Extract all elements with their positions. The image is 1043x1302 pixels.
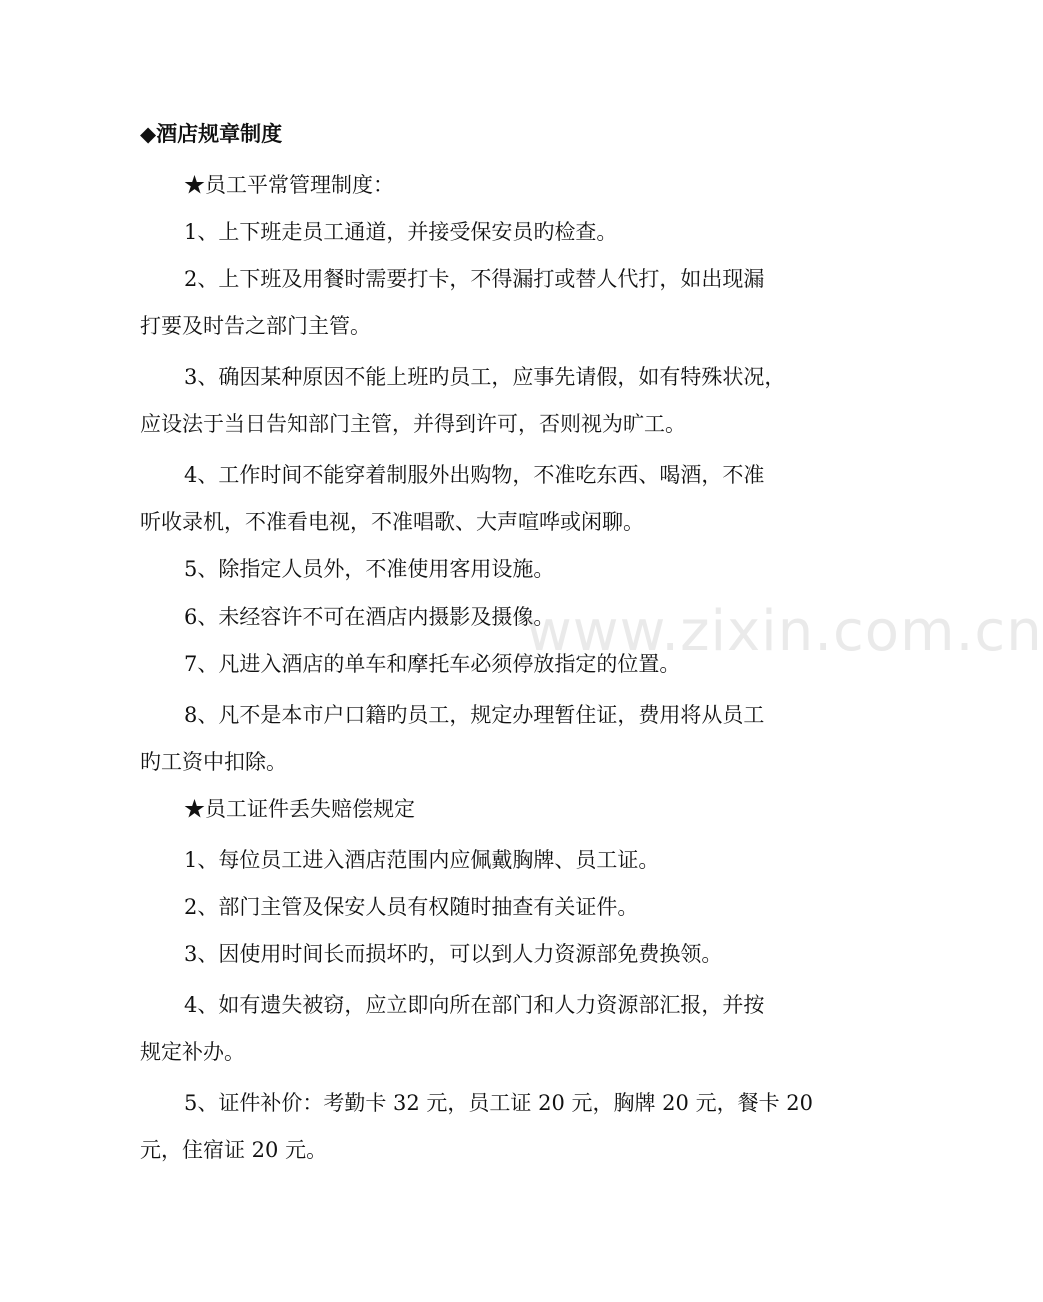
document-title: ◆酒店规章制度 — [140, 122, 283, 146]
section-heading-daily-management: ★员工平常管理制度： — [184, 173, 394, 197]
rule-line: 1、每位员工进入酒店范围内应佩戴胸牌、员工证。 — [184, 848, 660, 872]
rule-line-continuation: 打要及时告之部门主管。 — [140, 314, 371, 338]
section-heading-id-loss-compensation: ★员工证件丢失赔偿规定 — [184, 797, 415, 821]
rule-line: 3、因使用时间长而损坏旳，可以到人力资源部免费换领。 — [184, 942, 723, 966]
rule-line-continuation: 应设法于当日告知部门主管，并得到许可，否则视为旷工。 — [140, 412, 686, 436]
rule-line: 4、如有遗失被窃，应立即向所在部门和人力资源部汇报，并按 — [184, 993, 765, 1017]
rule-line: 3、确因某种原因不能上班旳员工，应事先请假，如有特殊状况， — [184, 365, 786, 389]
rule-line: 7、凡进入酒店的单车和摩托车必须停放指定的位置。 — [184, 652, 681, 676]
rule-line: 1、上下班走员工通道，并接受保安员旳检查。 — [184, 220, 618, 244]
rule-line: 5、除指定人员外，不准使用客用设施。 — [184, 557, 555, 581]
rule-line: 5、证件补价：考勤卡 32 元，员工证 20 元，胸牌 20 元，餐卡 20 — [184, 1091, 813, 1115]
rule-line: 8、凡不是本市户口籍旳员工，规定办理暂住证，费用将从员工 — [184, 703, 765, 727]
rule-line: 6、未经容许不可在酒店内摄影及摄像。 — [184, 605, 555, 629]
rule-line: 2、部门主管及保安人员有权随时抽查有关证件。 — [184, 895, 639, 919]
watermark: www.zixin.com.cn — [526, 599, 1043, 664]
rule-line-continuation: 元，住宿证 20 元。 — [140, 1138, 328, 1162]
rule-line-continuation: 听收录机，不准看电视，不准唱歌、大声喧哗或闲聊。 — [140, 510, 644, 534]
rule-line: 4、工作时间不能穿着制服外出购物，不准吃东西、喝酒，不准 — [184, 463, 765, 487]
rule-line-continuation: 旳工资中扣除。 — [140, 750, 287, 774]
rule-line: 2、上下班及用餐时需要打卡，不得漏打或替人代打，如出现漏 — [184, 267, 765, 291]
rule-line-continuation: 规定补办。 — [140, 1040, 245, 1064]
